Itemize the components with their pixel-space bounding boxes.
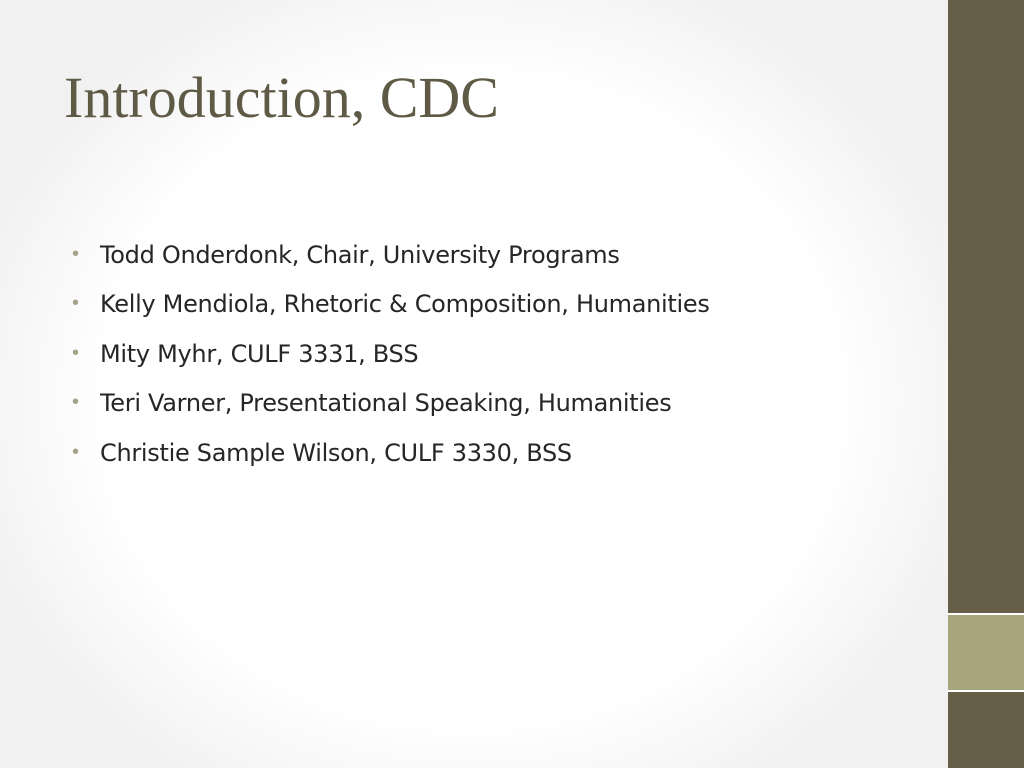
- bullet-item: [72, 428, 710, 478]
- side-bar-bottom-block: [948, 691, 1024, 768]
- bullet-dot-icon: •: [72, 341, 80, 364]
- bullet-item: [72, 379, 710, 429]
- bullet-text: Kelly Mendiola, Rhetoric & Composition, Humanities: [100, 290, 710, 319]
- side-bar-top-block: [948, 0, 1024, 614]
- bullet-text: Mity Myhr, CULF 3331, BSS: [100, 339, 419, 368]
- slide-title: Introduction, CDC: [64, 65, 499, 130]
- bullet-list: [72, 230, 710, 478]
- bullet-text: Teri Varner, Presentational Speaking, Humanities: [100, 389, 672, 418]
- bullet-text: Christie Sample Wilson, CULF 3330, BSS: [100, 438, 572, 467]
- bullet-item: [72, 329, 710, 379]
- side-bar-divider: [948, 690, 1024, 692]
- bullet-text: Todd Onderdonk, Chair, University Programs: [100, 240, 620, 269]
- decorative-side-bar: [948, 0, 1024, 768]
- bullet-item: [72, 280, 710, 330]
- bullet-dot-icon: •: [72, 292, 80, 315]
- side-bar-divider: [948, 613, 1024, 615]
- side-bar-accent-block: [948, 614, 1024, 691]
- bullet-dot-icon: •: [72, 440, 80, 463]
- bullet-item: [72, 230, 710, 280]
- bullet-dot-icon: •: [72, 242, 80, 265]
- bullet-dot-icon: •: [72, 391, 80, 414]
